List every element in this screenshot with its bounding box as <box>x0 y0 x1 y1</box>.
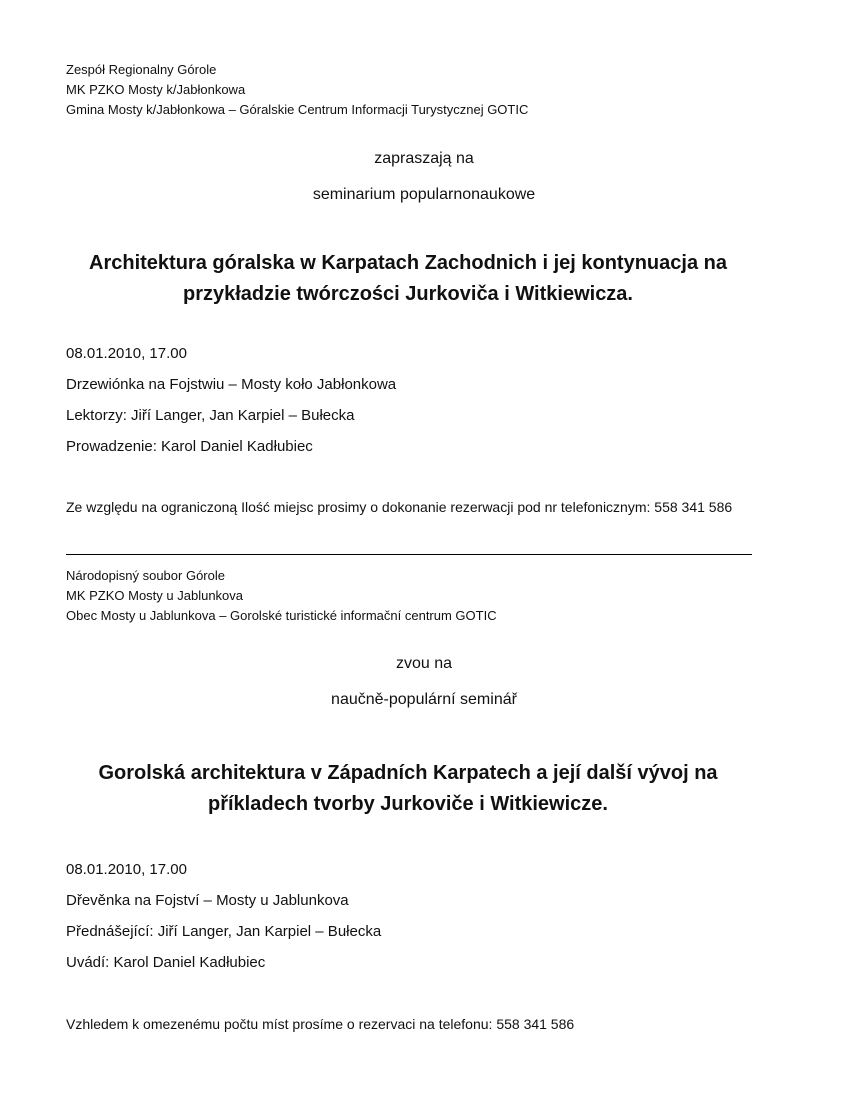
cz-org-line-3: Obec Mosty u Jablunkova – Gorolské turistické informační centrum GOTIC <box>66 608 497 623</box>
pl-org-line-1: Zespół Regionalny Górole <box>66 62 217 77</box>
pl-invite-text: zapraszają na <box>374 150 474 167</box>
section-divider <box>66 554 752 555</box>
cz-datetime: 08.01.2010, 17.00 <box>66 861 187 878</box>
cz-venue: Dřevěnka na Fojství – Mosty u Jablunkova <box>66 892 349 909</box>
cz-title-line-2: příkladech tvorby Jurkoviče i Witkiewicze. <box>208 793 608 815</box>
cz-org-line-1: Národopisný soubor Górole <box>66 568 225 583</box>
pl-org-line-3: Gmina Mosty k/Jabłonkowa – Góralskie Centrum Informacji Turystycznej GOTIC <box>66 102 529 117</box>
cz-reservation-note: Vzhledem k omezenému počtu míst prosíme o rezervaci na telefonu: 558 341 586 <box>66 1016 575 1032</box>
cz-event-type: naučně-populární seminář <box>331 691 517 708</box>
cz-speakers: Přednášející: Jiří Langer, Jan Karpiel – Bułecka <box>66 923 382 940</box>
pl-title-line-1: Architektura góralska w Karpatach Zachodnich i jej kontynuacja na <box>89 252 727 274</box>
cz-title-line-1: Gorolská architektura v Západních Karpatech a její další vývoj na <box>98 762 718 784</box>
pl-org-line-2: MK PZKO Mosty k/Jabłonkowa <box>66 82 246 97</box>
cz-invite-text: zvou na <box>395 655 453 672</box>
cz-org-line-2: MK PZKO Mosty u Jablunkova <box>66 588 244 603</box>
pl-host: Prowadzenie: Karol Daniel Kadłubiec <box>66 438 313 455</box>
pl-reservation-note: Ze względu na ograniczoną Ilość miejsc prosimy o dokonanie rezerwacji pod nr telefonicznym: 558 341 586 <box>66 499 733 515</box>
pl-venue: Drzewiónka na Fojstwiu – Mosty koło Jabłonkowa <box>66 376 397 393</box>
pl-event-type: seminarium popularnonaukowe <box>312 186 536 203</box>
cz-host: Uvádí: Karol Daniel Kadłubiec <box>66 954 266 971</box>
pl-datetime: 08.01.2010, 17.00 <box>66 345 187 362</box>
pl-title-line-2: przykładzie twórczości Jurkoviča i Witkiewicza. <box>183 283 633 305</box>
pl-speakers: Lektorzy: Jiří Langer, Jan Karpiel – Bułecka <box>66 407 355 424</box>
